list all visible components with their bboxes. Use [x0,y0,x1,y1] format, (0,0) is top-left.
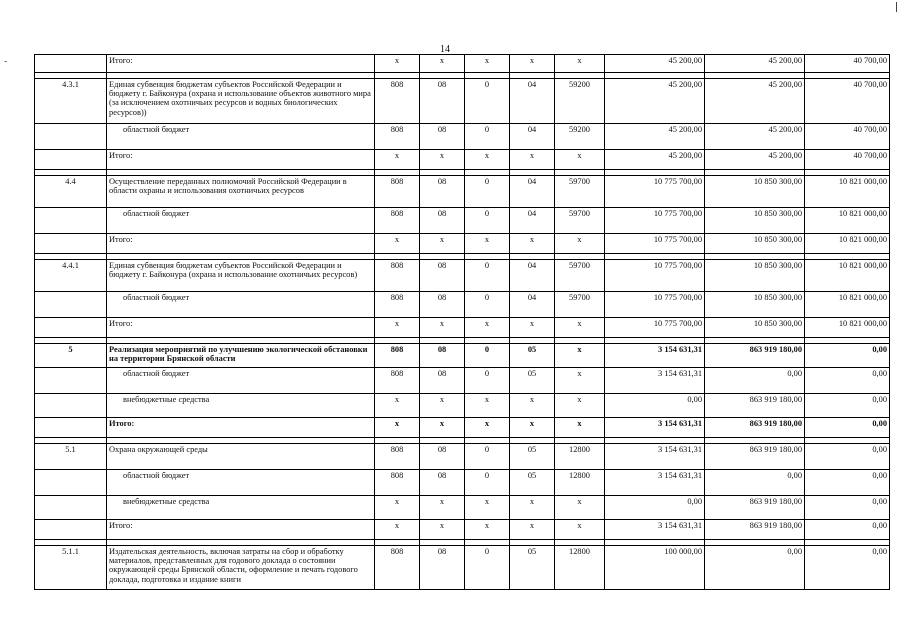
col-amount-year2: 863 919 180,00 [705,496,805,520]
col-direction-code: 59200 [555,124,605,150]
col-admin-code: 808 [375,546,420,590]
col-event-code: x [510,520,555,540]
col-admin-code: x [375,234,420,254]
col-section-code: x [420,520,465,540]
col-direction-code: 59700 [555,176,605,208]
col-amount-year1: 45 200,00 [605,124,705,150]
col-amount-year1: 10 775 700,00 [605,292,705,318]
table-row [35,176,890,208]
col-event-code: 05 [510,368,555,394]
col-section-code: 08 [420,368,465,394]
col-subsection-code: 0 [465,470,510,496]
col-event-code: x [510,318,555,338]
col-direction-code: x [555,55,605,73]
col-amount-year1: 3 154 631,31 [605,344,705,368]
row-name: Итого: [107,234,375,254]
col-subsection-code: x [465,496,510,520]
col-direction-code: 59700 [555,292,605,318]
col-amount-year3: 0,00 [805,496,890,520]
col-amount-year3: 0,00 [805,368,890,394]
col-admin-code: 808 [375,176,420,208]
col-amount-year3: 10 821 000,00 [805,318,890,338]
col-admin-code: x [375,150,420,170]
row-name: Единая субвенция бюджетам субъектов Российской Федерации и бюджету г. Байконура (охрана и использование охотничьих ресурсов) [107,260,375,292]
col-event-code: x [510,55,555,73]
row-name: Итого: [107,418,375,438]
row-name: Итого: [107,520,375,540]
col-amount-year1: 100 000,00 [605,546,705,590]
row-name: Итого: [107,150,375,170]
col-event-code: 04 [510,260,555,292]
table-row [35,79,890,124]
row-code: 5 [35,344,107,368]
col-direction-code: x [555,234,605,254]
col-section-code: 08 [420,208,465,234]
col-amount-year2: 863 919 180,00 [705,444,805,470]
col-section-code: 08 [420,260,465,292]
row-code [35,520,107,540]
row-code [35,394,107,418]
row-code [35,418,107,438]
col-amount-year1: 3 154 631,31 [605,418,705,438]
col-event-code: 04 [510,292,555,318]
col-amount-year1: 10 775 700,00 [605,234,705,254]
col-event-code: 04 [510,124,555,150]
col-subsection-code: x [465,150,510,170]
row-code [35,318,107,338]
col-direction-code: 59700 [555,260,605,292]
row-code [35,470,107,496]
col-admin-code: x [375,496,420,520]
table-row [35,368,890,394]
col-amount-year3: 40 700,00 [805,124,890,150]
col-amount-year2: 45 200,00 [705,79,805,124]
col-amount-year1: 10 775 700,00 [605,318,705,338]
col-direction-code: 12800 [555,546,605,590]
col-event-code: x [510,234,555,254]
col-direction-code: 59200 [555,79,605,124]
col-subsection-code: 0 [465,79,510,124]
col-amount-year2: 10 850 300,00 [705,208,805,234]
row-name: Итого: [107,318,375,338]
col-admin-code: x [375,394,420,418]
col-direction-code: x [555,496,605,520]
col-direction-code: 12800 [555,444,605,470]
table-row [35,208,890,234]
col-section-code: x [420,55,465,73]
col-event-code: 04 [510,208,555,234]
col-subsection-code: 0 [465,208,510,234]
col-subsection-code: x [465,234,510,254]
col-event-code: x [510,150,555,170]
col-amount-year3: 10 821 000,00 [805,260,890,292]
table-row [35,344,890,368]
col-amount-year1: 3 154 631,31 [605,444,705,470]
col-subsection-code: 0 [465,368,510,394]
col-amount-year1: 3 154 631,31 [605,470,705,496]
col-amount-year3: 40 700,00 [805,55,890,73]
col-amount-year2: 10 850 300,00 [705,234,805,254]
col-event-code: x [510,418,555,438]
col-event-code: x [510,496,555,520]
col-event-code: 05 [510,546,555,590]
col-amount-year2: 0,00 [705,546,805,590]
col-direction-code: x [555,368,605,394]
col-event-code: 04 [510,79,555,124]
col-amount-year2: 10 850 300,00 [705,292,805,318]
row-name: Охрана окружающей среды [107,444,375,470]
table-row [35,470,890,496]
col-event-code: x [510,394,555,418]
col-direction-code: x [555,394,605,418]
row-code: 4.4 [35,176,107,208]
col-amount-year1: 10 775 700,00 [605,208,705,234]
col-section-code: 08 [420,176,465,208]
col-admin-code: 808 [375,292,420,318]
col-subsection-code: x [465,418,510,438]
col-section-code: 08 [420,470,465,496]
table-row [35,150,890,170]
table-row [35,496,890,520]
row-name: Единая субвенция бюджетам субъектов Российской Федерации и бюджету г. Байконура (охрана и использование объектов животного мира (за исключением охотничьих ресурсов и водных биологических ресурсов)) [107,79,375,124]
row-code [35,368,107,394]
table-row [35,520,890,540]
table-row [35,394,890,418]
col-amount-year3: 10 821 000,00 [805,208,890,234]
col-amount-year3: 0,00 [805,394,890,418]
table-row [35,318,890,338]
row-code [35,124,107,150]
scan-edge-mark [896,2,897,12]
col-admin-code: 808 [375,124,420,150]
row-code: 4.4.1 [35,260,107,292]
col-amount-year1: 0,00 [605,496,705,520]
row-code [35,496,107,520]
col-section-code: 08 [420,344,465,368]
col-amount-year2: 10 850 300,00 [705,176,805,208]
col-admin-code: 808 [375,470,420,496]
col-direction-code: x [555,520,605,540]
col-amount-year3: 10 821 000,00 [805,176,890,208]
col-subsection-code: 0 [465,124,510,150]
col-admin-code: x [375,55,420,73]
row-name: Итого: [107,55,375,73]
col-amount-year2: 45 200,00 [705,150,805,170]
row-code: 5.1 [35,444,107,470]
row-code [35,208,107,234]
row-name: внебюджетные средства [107,496,375,520]
budget-table [34,54,890,590]
col-amount-year2: 0,00 [705,470,805,496]
col-amount-year2: 863 919 180,00 [705,394,805,418]
col-admin-code: 808 [375,260,420,292]
col-subsection-code: x [465,394,510,418]
row-code [35,150,107,170]
table-row [35,234,890,254]
col-amount-year3: 40 700,00 [805,150,890,170]
table-row [35,418,890,438]
col-direction-code: x [555,318,605,338]
col-admin-code: 808 [375,208,420,234]
col-amount-year2: 10 850 300,00 [705,318,805,338]
col-amount-year2: 863 919 180,00 [705,344,805,368]
col-amount-year1: 45 200,00 [605,150,705,170]
col-amount-year3: 10 821 000,00 [805,292,890,318]
col-section-code: x [420,418,465,438]
col-section-code: x [420,150,465,170]
col-amount-year1: 3 154 631,31 [605,520,705,540]
col-section-code: x [420,234,465,254]
table-row [35,546,890,590]
col-subsection-code: 0 [465,292,510,318]
row-code [35,292,107,318]
col-section-code: 08 [420,546,465,590]
col-admin-code: x [375,520,420,540]
col-amount-year1: 10 775 700,00 [605,176,705,208]
table-row [35,55,890,73]
row-code [35,55,107,73]
col-section-code: 08 [420,444,465,470]
col-subsection-code: 0 [465,260,510,292]
col-amount-year3: 0,00 [805,444,890,470]
row-name: областной бюджет [107,368,375,394]
table-row [35,444,890,470]
row-name: внебюджетные средства [107,394,375,418]
col-subsection-code: x [465,318,510,338]
col-event-code: 05 [510,470,555,496]
row-name: областной бюджет [107,470,375,496]
col-subsection-code: 0 [465,176,510,208]
col-subsection-code: 0 [465,546,510,590]
col-section-code: x [420,394,465,418]
col-event-code: 05 [510,444,555,470]
col-event-code: 05 [510,344,555,368]
col-amount-year1: 45 200,00 [605,55,705,73]
row-code [35,234,107,254]
row-name: Издательская деятельность, включая затраты на сбор и обработку материалов, представленных для годового доклада о состоянии окружающей среды Брянской области, оформление и печать годового доклада, подготовка и издание книги [107,546,375,590]
col-amount-year3: 0,00 [805,418,890,438]
col-direction-code: x [555,344,605,368]
col-direction-code: x [555,150,605,170]
table-row [35,292,890,318]
col-amount-year2: 863 919 180,00 [705,520,805,540]
col-amount-year2: 45 200,00 [705,124,805,150]
col-direction-code: x [555,418,605,438]
col-admin-code: 808 [375,344,420,368]
row-name: Реализация мероприятий по улучшению экологической обстановки на территории Брянской области [107,344,375,368]
col-amount-year2: 45 200,00 [705,55,805,73]
row-code: 4.3.1 [35,79,107,124]
col-amount-year2: 863 919 180,00 [705,418,805,438]
col-amount-year1: 45 200,00 [605,79,705,124]
margin-mark: - [4,56,8,67]
col-admin-code: x [375,418,420,438]
col-admin-code: x [375,318,420,338]
row-name: областной бюджет [107,124,375,150]
col-direction-code: 12800 [555,470,605,496]
col-section-code: x [420,318,465,338]
col-section-code: 08 [420,292,465,318]
col-direction-code: 59700 [555,208,605,234]
col-event-code: 04 [510,176,555,208]
col-subsection-code: 0 [465,444,510,470]
page-number: 14 [440,44,450,55]
table-row [35,260,890,292]
col-amount-year3: 0,00 [805,520,890,540]
table-row [35,124,890,150]
col-amount-year1: 10 775 700,00 [605,260,705,292]
col-amount-year2: 10 850 300,00 [705,260,805,292]
col-amount-year2: 0,00 [705,368,805,394]
col-section-code: 08 [420,124,465,150]
col-amount-year3: 10 821 000,00 [805,234,890,254]
col-subsection-code: x [465,55,510,73]
row-name: Осуществление переданных полномочий Российской Федерации в области охраны и использования охотничьих ресурсов [107,176,375,208]
col-amount-year3: 40 700,00 [805,79,890,124]
col-subsection-code: x [465,520,510,540]
col-amount-year3: 0,00 [805,344,890,368]
row-code: 5.1.1 [35,546,107,590]
col-amount-year1: 3 154 631,31 [605,368,705,394]
col-amount-year3: 0,00 [805,470,890,496]
col-amount-year1: 0,00 [605,394,705,418]
col-section-code: 08 [420,79,465,124]
row-name: областной бюджет [107,208,375,234]
col-amount-year3: 0,00 [805,546,890,590]
row-name: областной бюджет [107,292,375,318]
col-section-code: x [420,496,465,520]
col-admin-code: 808 [375,444,420,470]
col-admin-code: 808 [375,368,420,394]
col-admin-code: 808 [375,79,420,124]
col-subsection-code: 0 [465,344,510,368]
table-body [35,55,890,590]
